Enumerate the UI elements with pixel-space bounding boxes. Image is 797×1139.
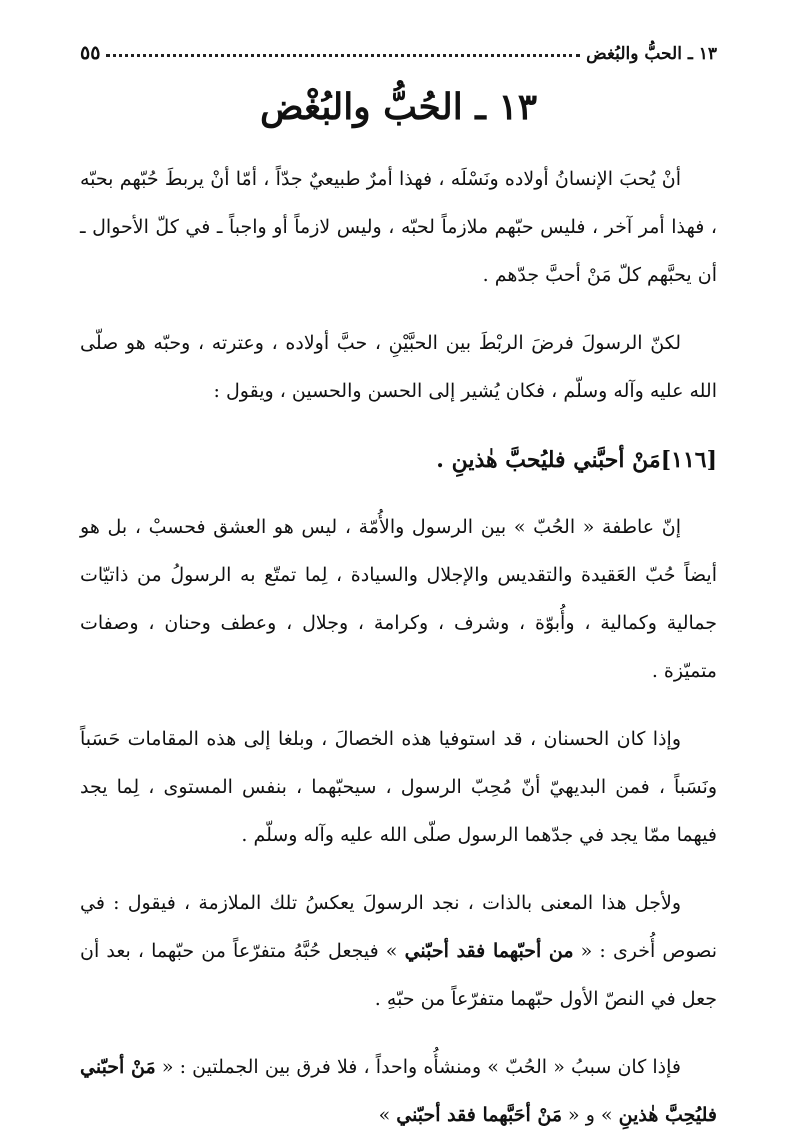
page-number: ٥٥ [80,42,101,64]
paragraph-6-text-a: فإذا كان سببُ « الحُبّ » ومنشأُه واحداً ، فلا فرق بين الجملتين : « [155,1056,681,1079]
paragraph-6-text-b: » و « [562,1104,619,1127]
paragraph-5-bold-quote: من أحبّهما فقد أحبّني [404,940,574,963]
dot-leader [106,54,580,57]
paragraph-4: وإذا كان الحسنان ، قد استوفيا هذه الخصالَ ، وبلغا إلى هذه المقامات حَسَباً ونَسَباً ، فمن البديهيّ أنّ مُحِبّ الرسول ، سيحبّهما ، بنفس المستوى ، لِما يجد فيهما ممّا يجد في جدّهما الرسول صلّى الله عليه وآله وسلّم . [80,728,717,847]
paragraph-1: أنْ يُحبَ الإنسانُ أولاده ونَسْلَه ، فهذا أمرٌ طبيعيٌ جدّاً ، أمّا أنْ يربطَ حُبّهم بحبّه ، فهذا أمر آخر ، فليس حبّهم ملازماً لحبّه ، وليس لازماً أو واجباً ـ في كلّ الأحوال ـ أن يحبَّهم كلّ مَنْ أحبَّ جدّهم . [80,168,717,287]
running-header [80,30,717,64]
chapter-title: ١٣ ـ الحُبُّ والبُغْض [259,86,538,128]
paragraph-5-text-b: » فيجعل حُبَّهُ متفرّعاً من حبّهما ، بعد أن جعل في النصّ الأول حبّهما متفرّعاً من حبّهِ . [80,940,717,1011]
hadith-quote: [١١٦]مَنْ أحبَّني فليُحبَّ هٰذينِ . [436,447,717,474]
running-header-title: ١٣ ـ الحبُّ والبُغض [586,44,717,64]
paragraph-3: إنّ عاطفة « الحُبّ » بين الرسول والأُمّة ، ليس هو العشق فحسبْ ، بل هو أيضاً حُبّ العَقيدة والتقديس والإجلال والسيادة ، لِما تمتّع به الرسولُ من ذاتيّات جمالية وكمالية ، وأُبوّة ، وشرف ، وكرامة ، وجلال ، وعطف وحنان ، وصفات متميّزة . [80,516,717,683]
paragraph-6-text-c: » [378,1104,397,1127]
paragraph-5-text-a: ولأجل هذا المعنى بالذات ، نجد الرسولَ يعكسُ تلك الملازمة ، فيقول : في نصوص أُخرى : « [80,892,717,963]
paragraph-6-bold-quote-2: مَنْ أحَبَّهما فقد أحبّني [396,1104,563,1127]
paragraph-6 [80,1043,717,1139]
paragraph-5 [80,879,717,1023]
paragraph-6-bold-quote-1: مَنْ أحبّني فليُحِبَّ هٰذينِ [80,1056,717,1127]
paragraph-2: لكنّ الرسولَ فرضَ الربْطَ بين الحبَّيْنِ ، حبَّ أولاده ، وعترته ، وحبّه هو صلّى الله عليه وآله وسلّم ، فكان يُشير إلى الحسن والحسين ، ويقول : [80,332,717,403]
